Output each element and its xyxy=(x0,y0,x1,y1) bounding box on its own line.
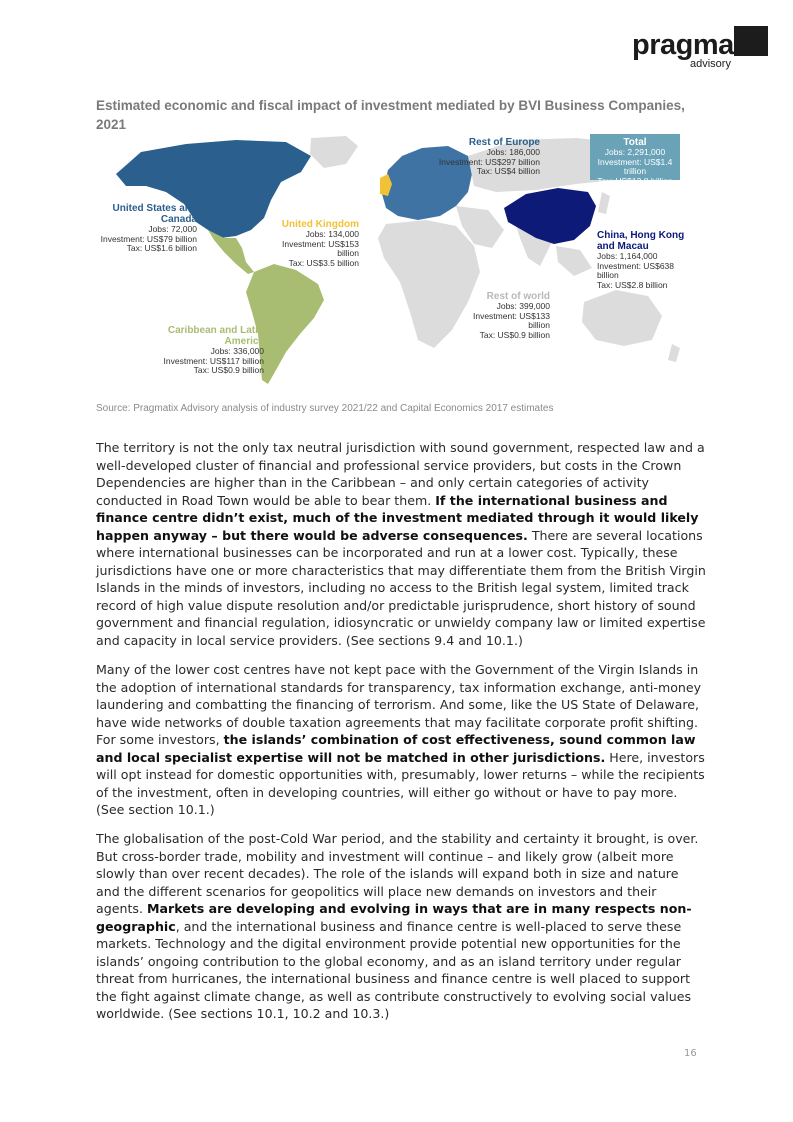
paragraph-3-text-a: The globalisation of the post-Cold War period, and the stability and certainty it brought, is over. But cross-border trade, mobility and investment will continue – and likely grow (albeit more slowly than over recent decades). The role of the islands will expand both in size and nature and the different scenarios for geopolitics will place new demands on investors and their agents. xyxy=(96,831,699,917)
rest-of-europe-name: Rest of Europe xyxy=(468,137,540,148)
label-rest-of-world xyxy=(450,291,550,340)
china-name-line2: and Macau xyxy=(597,241,649,252)
total-jobs: Jobs: 2,291,000 xyxy=(604,147,666,157)
china-investment-line1: Investment: US$638 xyxy=(597,260,675,271)
rest-of-europe-investment: Investment: US$297 billion xyxy=(438,156,540,167)
rest-of-world-investment: Investment: US$133 billion xyxy=(472,310,550,331)
paragraph-1 xyxy=(96,439,706,650)
us-canada-tax: Tax: US$1.6 billion xyxy=(126,243,197,254)
paragraph-3 xyxy=(96,830,706,1023)
total-tax: Tax: US$13.8 billion xyxy=(597,175,673,186)
uk-investment-line1: Investment: US$153 xyxy=(281,238,359,249)
map-australia xyxy=(582,290,662,346)
paragraph-1-bold: If the international business and finance centre didn’t exist, much of the investment mediated through it would likely happen anyway – but there would be adverse consequences. xyxy=(96,492,699,543)
caribbean-investment: Investment: US$117 billion xyxy=(163,355,264,366)
uk-name: United Kingdom xyxy=(281,219,359,230)
total-name: Total xyxy=(623,137,647,148)
label-total xyxy=(590,137,680,186)
label-china xyxy=(597,230,697,290)
us-canada-name-line1: United States and xyxy=(112,203,197,214)
uk-tax: Tax: US$3.5 billion xyxy=(288,257,359,268)
map-japan xyxy=(598,192,610,214)
paragraph-2-bold: the islands’ combination of cost effectiveness, sound common law and local specialist expertise will not be matched in other jurisdictions. xyxy=(96,732,696,765)
total-investment: Investment: US$1.4 trillion xyxy=(597,156,673,177)
china-investment-line2: billion xyxy=(597,270,619,281)
map-southeast-asia xyxy=(556,246,592,276)
paragraph-1-text-a: The territory is not the only tax neutral jurisdiction with sound government, respected law and a well-developed cluster of financial and professional service providers, but costs in the Crown Dependencies are higher than in the Caribbean – and only certain categories of activity conducted in Road Town would be able to bear them. xyxy=(96,440,705,508)
paragraph-2 xyxy=(96,661,706,819)
paragraph-3-text-b: , and the international business and finance centre is well-placed to serve these markets. Technology and the digital environment provide potential new opportunities for the islands’ ongoing contribution to the global economy, and as an island territory under regular threat from hurricanes, the international business and finance centre is well placed to support the fight against climate change, as well as contribute constructively to evolving social values worldwide. (See sections 10.1, 10.2 and 10.3.) xyxy=(96,918,692,1022)
paragraph-2-text-a: Many of the lower cost centres have not kept pace with the Government of the Virgin Islands in the adoption of international standards for transparency, tax information exchange, anti-money laundering and combatting the financing of terrorism. And some, like the US State of Delaware, have wide networks of double taxation agreements that may facilitate corporate profit shifting. For some investors, xyxy=(96,662,702,748)
caribbean-name-line1: Caribbean and Latin xyxy=(167,325,264,336)
uk-jobs: Jobs: 134,000 xyxy=(305,229,359,239)
rest-of-europe-tax: Tax: US$4 billion xyxy=(476,166,540,177)
label-us-canada xyxy=(96,203,197,254)
us-canada-jobs: Jobs: 72,000 xyxy=(148,224,197,234)
rest-of-world-jobs: Jobs: 399,000 xyxy=(496,301,550,311)
logo-subtitle: advisory xyxy=(690,58,731,70)
figure-title: Estimated economic and fiscal impact of investment mediated by BVI Business Companies, 2021 xyxy=(96,98,685,132)
logo-wordmark: pragmatix xyxy=(632,29,767,61)
paragraph-1-text-b: There are several locations where international businesses can be incorporated and run at a lower cost. Typically, these jurisdictions have one or more characteristics that may differentiate them from the British Virgin Islands in the minds of investors, including no access to the British legal system, limited track record of high value dispute resolution and/or predictable jurisprudence, short history of sound government and financial regulation, idiosyncratic or unwieldy company law or limited expertise and capacity in local service providers. (See sections 9.4 and 10.1.) xyxy=(96,527,706,649)
label-caribbean xyxy=(140,325,264,376)
paragraph-2-text-b: Here, investors will opt instead for domestic opportunities with, presumably, lower returns – while the recipients of the investment, often in developing countries, will either go without or have to pay more. (See section 10.1.) xyxy=(96,749,705,818)
label-united-kingdom xyxy=(275,219,359,268)
us-canada-investment: Investment: US$79 billion xyxy=(100,233,197,244)
rest-of-europe-jobs: Jobs: 186,000 xyxy=(486,147,540,157)
page-number: 16 xyxy=(684,1048,697,1059)
paragraph-3-bold: Markets are developing and evolving in ways that are in many respects non-geographic xyxy=(96,901,692,934)
map-new-zealand xyxy=(668,344,680,362)
rest-of-world-name: Rest of world xyxy=(486,291,550,302)
china-jobs: Jobs: 1,164,000 xyxy=(597,251,658,261)
caribbean-tax: Tax: US$0.9 billion xyxy=(193,365,264,376)
china-tax: Tax: US$2.8 billion xyxy=(597,279,668,290)
figure-source: Source: Pragmatix Advisory analysis of industry survey 2021/22 and Capital Economics 2017 estimates xyxy=(96,403,554,414)
label-rest-of-europe xyxy=(430,137,540,177)
uk-investment-line2: billion xyxy=(337,248,359,259)
us-canada-name-line2: Canada xyxy=(160,214,197,225)
rest-of-world-tax: Tax: US$0.9 billion xyxy=(479,329,550,340)
caribbean-name-line2: America xyxy=(224,336,264,347)
map-china xyxy=(504,188,596,244)
pragmatix-logo xyxy=(632,26,768,70)
caribbean-jobs: Jobs: 336,000 xyxy=(210,346,264,356)
map-greenland xyxy=(310,136,358,168)
china-name-line1: China, Hong Kong xyxy=(597,230,685,241)
